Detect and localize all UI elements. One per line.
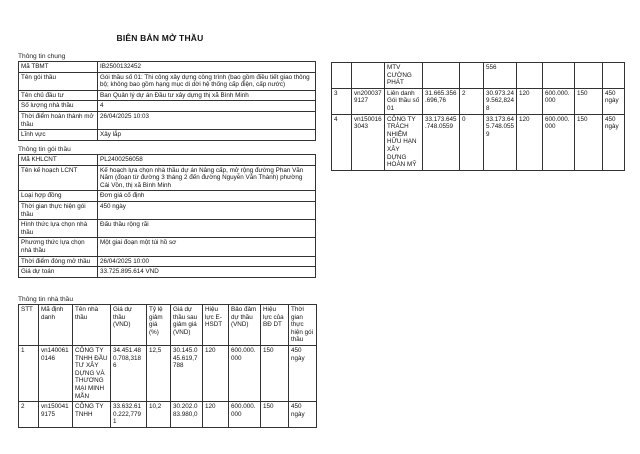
discount-cell: 2 <box>460 88 484 114</box>
row-value: 26/04/2025 10:03 <box>98 111 316 129</box>
row-value: 33.725.895.614 VND <box>98 267 316 278</box>
table-row <box>332 88 625 114</box>
row-label: Hình thức lựa chọn nhà thầu <box>19 220 98 238</box>
table-row <box>19 267 316 278</box>
row-value: 4 <box>98 101 316 112</box>
guarantee-cell: 600.000.000 <box>543 88 575 114</box>
guarantee-cell <box>543 63 575 89</box>
table-header-row <box>19 305 317 346</box>
validity-cell: 120 <box>203 345 229 401</box>
row-label: Phương thức lựa chọn nhà thầu <box>19 238 98 256</box>
general-section-title: Thông tin chung <box>18 53 66 60</box>
table-row <box>19 402 317 428</box>
table-row <box>19 90 316 101</box>
table-row <box>332 63 625 89</box>
guarantee-cell: 600.000.000 <box>229 345 261 401</box>
table-row <box>19 256 316 267</box>
validity-cell <box>517 63 543 89</box>
package-info-table <box>18 154 316 278</box>
guarantee-validity-cell: 150 <box>261 402 289 428</box>
price-cell <box>423 63 460 89</box>
column-header: Mã định danh <box>39 305 73 346</box>
after-discount-cell: 30.973.249.562,8248 <box>484 88 517 114</box>
table-row <box>19 155 316 166</box>
row-value: Kế hoạch lựa chọn nhà thầu dự án Nâng cấp, mở rộng đường Phan Văn Năm (đoạn từ đường 3 tháng 2 đến đường Nguyễn Văn Thành) phường Cái Vồn, thị xã Bình Minh <box>98 165 316 191</box>
row-label: Thời gian thực hiện gói thầu <box>19 201 98 219</box>
stt-cell: 4 <box>332 114 352 170</box>
table-row <box>19 191 316 202</box>
row-label: Tên chủ đầu tư <box>19 90 98 101</box>
row-label: Thời điểm đóng mở thầu <box>19 256 98 267</box>
column-header: Hiệu lực E-HSDT <box>203 305 229 346</box>
validity-cell: 120 <box>203 402 229 428</box>
guarantee-cell: 600.000.000 <box>543 114 575 170</box>
id-cell: vn1500419175 <box>39 402 73 428</box>
table-row <box>19 201 316 219</box>
table-row <box>19 72 316 90</box>
bidders-section-title: Thông tin nhà thầu <box>18 296 73 303</box>
row-value: Xây lắp <box>98 130 316 141</box>
duration-cell: 450 ngày <box>603 114 625 170</box>
stt-cell: 2 <box>19 402 39 428</box>
bidders-table-continued <box>331 62 625 171</box>
table-row <box>19 345 317 401</box>
duration-cell: 450 ngày <box>289 345 317 401</box>
id-cell: vn1400610146 <box>39 345 73 401</box>
row-label: Loại hợp đồng <box>19 191 98 202</box>
after-discount-cell: 33.173.645.748.0559 <box>484 114 517 170</box>
duration-cell: 450 ngày <box>603 88 625 114</box>
row-label: Số lượng nhà thầu <box>19 101 98 112</box>
table-row <box>19 111 316 129</box>
discount-cell: 10,2 <box>147 402 171 428</box>
row-value: 450 ngày <box>98 201 316 219</box>
price-cell: 33.173.645.748.0559 <box>423 114 460 170</box>
table-row <box>332 114 625 170</box>
general-info-table <box>18 61 316 141</box>
name-cell: Liên danh Gói thầu số 01 <box>385 88 423 114</box>
discount-cell: 0 <box>460 114 484 170</box>
id-cell: vn1500163043 <box>352 114 385 170</box>
row-value: Đấu thầu rộng rãi <box>98 220 316 238</box>
id-cell <box>352 63 385 89</box>
discount-cell: 12,5 <box>147 345 171 401</box>
price-cell: 34.451.480.708,3186 <box>111 345 147 401</box>
column-header: STT <box>19 305 39 346</box>
after-discount-cell: 30.145.045.619,7788 <box>171 345 203 401</box>
row-label: Giá dự toán <box>19 267 98 278</box>
guarantee-cell: 600.000.000 <box>229 402 261 428</box>
id-cell: vn2000379127 <box>352 88 385 114</box>
table-row <box>19 220 316 238</box>
column-header: Tên nhà thầu <box>73 305 111 346</box>
row-value: Gói thầu số 01: Thi công xây dựng công trình (bao gồm điều tiết giao thông bộ; không bao gồm hạng mục di dời hệ thống cấp điện, cấp nước) <box>98 72 316 90</box>
column-header: Hiệu lực của BĐ DT <box>261 305 289 346</box>
duration-cell: 450 ngày <box>289 402 317 428</box>
row-label: Tên gói thầu <box>19 72 98 90</box>
column-header: Giá dự thầu (VND) <box>111 305 147 346</box>
page-title: BIÊN BẢN MỞ THẦU <box>116 33 204 43</box>
discount-cell <box>460 63 484 89</box>
guarantee-validity-cell: 150 <box>261 345 289 401</box>
column-header: Thời gian thực hiện gói thầu <box>289 305 317 346</box>
row-value: PL2400256058 <box>98 155 316 166</box>
guarantee-validity-cell: 150 <box>575 114 603 170</box>
row-label: Lĩnh vực <box>19 130 98 141</box>
name-cell: CÔNG TY TNHH ĐẦU TƯ XÂY DỰNG VÀ THƯƠNG MẠI MINH MẪN <box>73 345 111 401</box>
row-label: Mã TBMT <box>19 62 98 73</box>
row-label: Thời điểm hoàn thành mở thầu <box>19 111 98 129</box>
after-discount-cell: 556 <box>484 63 517 89</box>
validity-cell: 120 <box>517 88 543 114</box>
after-discount-cell: 30.202.083.980,0 <box>171 402 203 428</box>
column-header: Giá dự thầu sau giảm giá (VND) <box>171 305 203 346</box>
price-cell: 33.632.610.222,7791 <box>111 402 147 428</box>
name-cell: CÔNG TY TRÁCH NHIỆM HỮU HẠN XÂY DỰNG HOÀN MỸ <box>385 114 423 170</box>
column-header: Bảo đảm dự thầu (VND) <box>229 305 261 346</box>
stt-cell: 3 <box>332 88 352 114</box>
price-cell: 31.665.356.696,76 <box>423 88 460 114</box>
package-section-title: Thông tin gói thầu <box>18 146 71 153</box>
table-row <box>19 101 316 112</box>
validity-cell: 120 <box>517 114 543 170</box>
name-cell: MTV CƯỜNG PHÁT <box>385 63 423 89</box>
stt-cell: 1 <box>19 345 39 401</box>
stt-cell <box>332 63 352 89</box>
row-value: Ban Quản lý dự án Đầu tư xây dựng thị xã Bình Minh <box>98 90 316 101</box>
row-label: Tên kế hoạch LCNT <box>19 165 98 191</box>
row-value: Đơn giá cố định <box>98 191 316 202</box>
guarantee-validity-cell <box>575 63 603 89</box>
name-cell: CÔNG TY TNHH <box>73 402 111 428</box>
table-row <box>19 238 316 256</box>
column-header: Tỷ lệ giảm giá (%) <box>147 305 171 346</box>
row-value: IB2500132452 <box>98 62 316 73</box>
bidders-table <box>18 304 317 428</box>
table-row <box>19 130 316 141</box>
row-value: Một giai đoạn một túi hồ sơ <box>98 238 316 256</box>
guarantee-validity-cell: 150 <box>575 88 603 114</box>
table-row <box>19 165 316 191</box>
table-row <box>19 62 316 73</box>
row-label: Mã KHLCNT <box>19 155 98 166</box>
row-value: 26/04/2025 10:00 <box>98 256 316 267</box>
duration-cell <box>603 63 625 89</box>
